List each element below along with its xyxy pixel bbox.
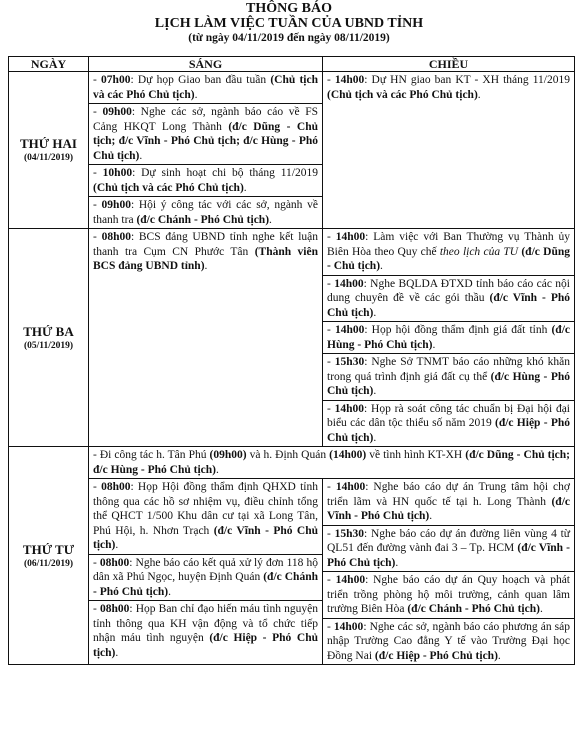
column-header-morning: SÁNG — [89, 57, 323, 72]
table-row-wednesday — [9, 479, 575, 665]
day-date: (06/11/2019) — [23, 558, 74, 569]
list-item: - Đi công tác h. Tân Phú (09h00) và h. Định Quán (14h00) về tình hình KT-XH (đ/c Dũng - Chủ tịch; đ/c Hùng - Phó Chủ tịch). — [93, 449, 571, 476]
list-item: - 14h00: Nghe các sở, ngành báo cáo phương án sáp nhập Trường Cao đẳng Y tế vào Trường Đại học Đồng Nai (đ/c Hiệp - Phó Chủ tịch). — [327, 620, 570, 662]
afternoon-cell-monday — [323, 72, 575, 229]
table-row-tuesday — [9, 229, 575, 447]
date-range: (từ ngày 04/11/2019 đến ngày 08/11/2019) — [188, 32, 390, 44]
schedule-table — [8, 56, 575, 665]
list-item: - 08h00: BCS đảng UBND tỉnh nghe kết luận thanh tra Cụm CN Phước Tân (Thành viên BCS đảng UBND tỉnh). — [93, 231, 318, 272]
day-date: (05/11/2019) — [23, 340, 74, 351]
table-row-monday — [9, 72, 575, 229]
list-item: - 14h00: Họp hội đồng thẩm định giá đất tỉnh (đ/c Hùng - Phó Chủ tịch). — [323, 322, 574, 354]
list-item: - 09h00: Nghe các sở, ngành báo cáo về FS Cảng HKQT Long Thành (đ/c Dũng - Chủ tịch; đ/c Vĩnh - Phó Chủ tịch; đ/c Hùng - Phó Chủ tịch). — [89, 104, 322, 165]
day-name: THỨ BA — [23, 323, 74, 339]
list-item: - 09h00: Hội ý công tác với các sở, ngành về thanh tra (đ/c Chánh - Phó Chủ tịch). — [93, 199, 318, 226]
day-cell-tuesday — [9, 229, 89, 447]
day-cell-monday — [9, 72, 89, 229]
list-item: - 14h00: Làm việc với Ban Thường vụ Thành ủy Biên Hòa theo Quy chế theo lịch của TU (đ/c Dũng - Chủ tịch). — [323, 229, 574, 276]
morning-cell-tuesday — [89, 229, 323, 447]
list-item: - 14h00: Dự HN giao ban KT - XH tháng 11/2019 (Chủ tịch và các Phó Chủ tịch). — [327, 74, 570, 101]
notice-title: THÔNG BÁO — [246, 1, 332, 16]
table-header-row — [9, 57, 575, 72]
list-item: - 14h00: Nghe BQLDA ĐTXD tỉnh báo cáo các nội dung chuyên đề về các gói thầu (đ/c Vĩnh - Phó Chủ tịch). — [323, 276, 574, 323]
afternoon-cell-tuesday — [323, 229, 575, 447]
afternoon-cell-wednesday — [323, 479, 575, 665]
list-item: - 08h00: Họp Hội đồng thẩm định QHXD tỉnh thông qua các hồ sơ nhiệm vụ, điều chỉnh tổng thể QHCT 1/500 Khu dân cư tại xã Long Tân, Phú Hội, h. Nhơn Trạch (đ/c Vĩnh - Phó Chủ tịch). — [89, 479, 322, 555]
list-item: - 14h00: Nghe báo cáo dự án Trung tâm hội chợ triển lãm và HN quốc tế tại h. Long Thành (đ/c Vĩnh - Phó Chủ tịch). — [323, 479, 574, 526]
morning-cell-wednesday — [89, 479, 323, 665]
schedule-title: LỊCH LÀM VIỆC TUẦN CỦA UBND TỈNH — [154, 16, 424, 31]
list-item: - 08h00: Họp Ban chỉ đạo hiến máu tình nguyện tỉnh thông qua KH vận động và tổ chức tiếp nhận máu tình nguyện (đ/c Hiệp - Phó Chủ tịch). — [93, 603, 318, 659]
day-name: THỨ TƯ — [22, 541, 75, 557]
column-header-day: NGÀY — [9, 57, 89, 72]
morning-cell-monday — [89, 72, 323, 229]
list-item: - 14h00: Họp rà soát công tác chuẩn bị Đại hội đại biểu các dân tộc thiểu số năm 2019 (đ/c Hiệp - Phó Chủ tịch). — [327, 402, 570, 444]
day-name: THỨ HAI — [20, 136, 77, 151]
list-item: - 10h00: Dự sinh hoạt chi bộ tháng 11/2019 (Chủ tịch và các Phó Chủ tịch). — [89, 165, 322, 197]
list-item: - 15h30: Nghe báo cáo dự án đường liên vùng 4 từ QL51 đến đường vành đai 3 – Tp. HCM (đ/c Vĩnh - Phó Chủ tịch). — [323, 526, 574, 573]
list-item: - 15h30: Nghe Sở TNMT báo cáo những khó khăn trong quá trình định giá đất cụ thể (đ/c Hùng - Phó Chủ tịch). — [323, 354, 574, 401]
list-item: - 08h00: Nghe báo cáo kết quả xử lý đơn 118 hộ dân xã Phú Ngọc, huyện Định Quán (đ/c Chánh - Phó Chủ tịch). — [89, 555, 322, 602]
fullday-cell-wednesday — [89, 447, 575, 479]
table-row-wednesday-full — [9, 447, 575, 479]
day-date: (04/11/2019) — [23, 153, 74, 163]
column-header-afternoon: CHIỀU — [323, 57, 575, 72]
list-item: - 14h00: Nghe báo cáo dự án Quy hoạch và phát triển trồng phòng hộ môi trường, cảnh quan lâm trường Biên Hòa (đ/c Chánh - Phó Chủ tịch). — [323, 572, 574, 619]
list-item: - 07h00: Dự họp Giao ban đầu tuần (Chủ tịch và các Phó Chủ tịch). — [89, 72, 322, 104]
day-cell-wednesday — [9, 447, 89, 665]
